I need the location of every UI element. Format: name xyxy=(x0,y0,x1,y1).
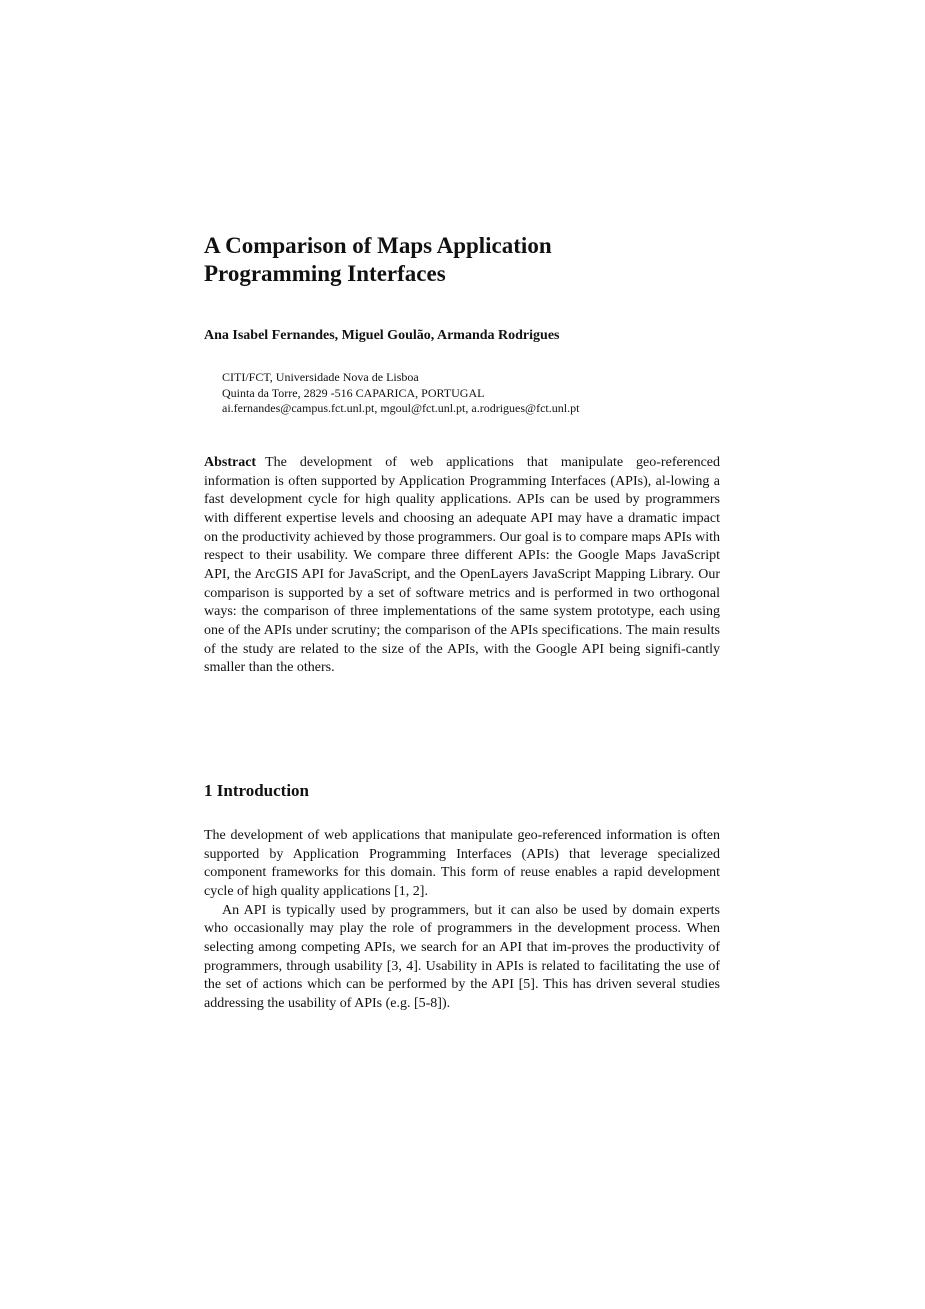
abstract-label: Abstract xyxy=(204,455,257,470)
introduction-paragraph-1: The development of web applications that manipulate geo-referenced information is often supported by Application Programming Interfaces (APIs) that leverage specialized component frameworks for this domain. This form of reuse enables a rapid development cycle of high quality applications [1, 2]. xyxy=(204,828,720,899)
introduction-paragraph-2: An API is typically used by programmers, but it can also be used by domain experts who occasionally may play the role of programmers in the development process. When selecting among competing APIs, we search for an API that im-proves the productivity of programmers, through usability [3, 4]. Usability in APIs is related to facilitating the use of the set of actions which can be performed by the API [5]. This has driven several studies addressing the usability of APIs (e.g. [5-8]). xyxy=(204,902,720,1011)
paper-title-line-1: A Comparison of Maps Application xyxy=(204,233,552,258)
introduction-body xyxy=(204,827,720,1014)
abstract-text: The development of web applications that manipulate geo-referenced information is often supported by Application Programming Interfaces (APIs), al-lowing a fast development cycle for high quality applications. APIs can be used by programmers with different expertise levels and choosing an adequate API may have a dramatic impact on the productivity achieved by those programmers. Our goal is to compare maps APIs with respect to their usability. We compare three different APIs: the Google Maps JavaScript API, the ArcGIS API for JavaScript, and the OpenLayers JavaScript Mapping Library. Our comparison is supported by a set of software metrics and is performed in two orthogonal ways: the comparison of three implementations of the same system prototype, each using one of the APIs under scrutiny; the comparison of the APIs specifications. The main results of the study are related to the size of the APIs, with the Google API being signifi-cantly smaller than the others. xyxy=(204,455,720,676)
paper-title-line-2: Programming Interfaces xyxy=(204,261,446,286)
affiliation-institution: CITI/FCT, Universidade Nova de Lisboa xyxy=(222,370,419,384)
section-heading-introduction: 1 Introduction xyxy=(204,781,310,800)
affiliation-block xyxy=(222,370,579,417)
abstract-block xyxy=(204,454,720,678)
author-list: Ana Isabel Fernandes, Miguel Goulão, Armanda Rodrigues xyxy=(204,328,560,343)
affiliation-emails: ai.fernandes@campus.fct.unl.pt, mgoul@fct.unl.pt, a.rodrigues@fct.unl.pt xyxy=(222,401,580,415)
paper-title xyxy=(204,232,724,288)
affiliation-address: Quinta da Torre, 2829 -516 CAPARICA, PORTUGAL xyxy=(222,385,485,400)
